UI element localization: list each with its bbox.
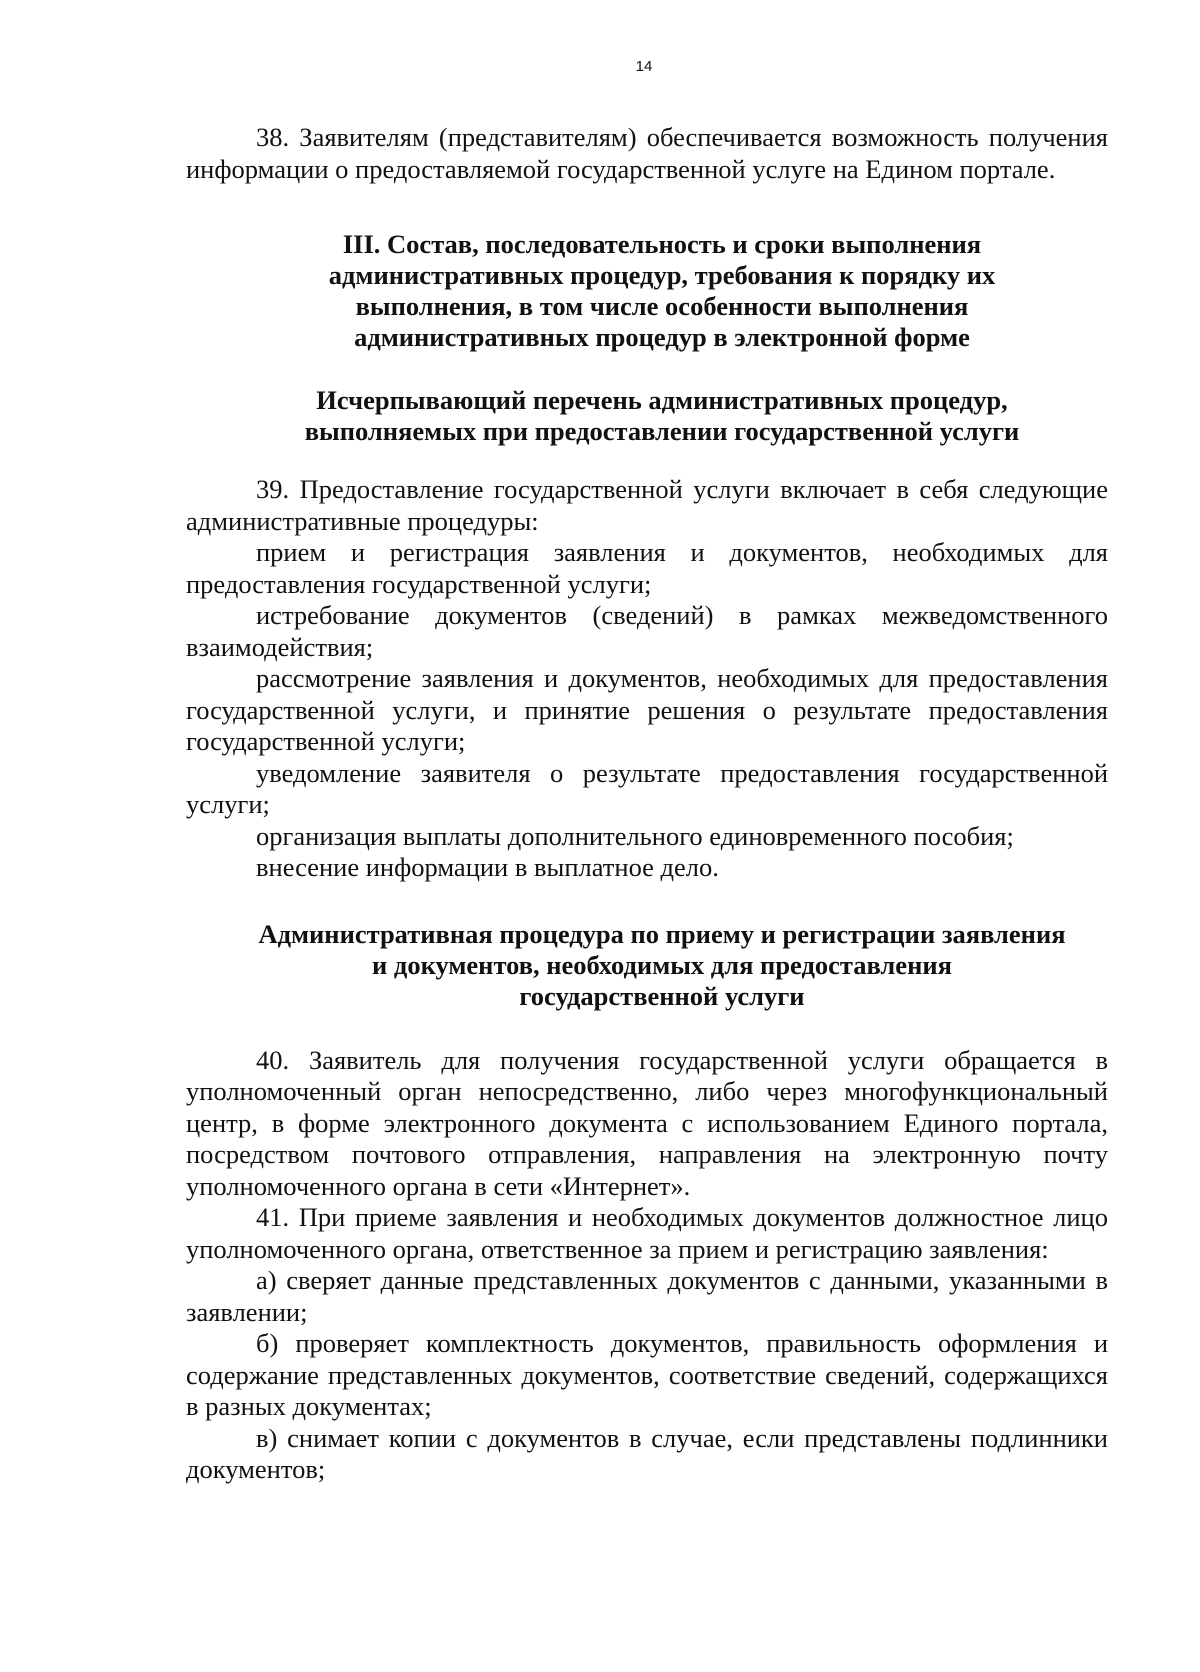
heading-line: выполнения, в том числе особенности выполнения bbox=[355, 291, 969, 321]
paragraph-41-b: б) проверяет комплектность документов, правильность оформления и содержание представленных документов, соответствие сведений, содержащихся в разных документах; bbox=[186, 1328, 1108, 1421]
procedure-item: внесение информации в выплатное дело. bbox=[256, 852, 719, 882]
procedures-list-heading bbox=[186, 385, 1108, 447]
heading-line: и документов, необходимых для предоставления bbox=[372, 949, 952, 980]
paragraph-41-a: а) сверяет данные представленных документов с данными, указанными в заявлении; bbox=[186, 1265, 1108, 1327]
heading-line: административных процедур в электронной форме bbox=[354, 322, 970, 352]
heading-line: административных процедур, требования к порядку их bbox=[328, 260, 996, 290]
procedure-item: прием и регистрация заявления и документов, необходимых для предоставления государственной услуги; bbox=[186, 537, 1108, 599]
paragraph-38: 38. Заявителям (представителям) обеспечивается возможность получения информации о предоставляемой государственной услуге на Едином портале. bbox=[186, 122, 1108, 184]
reception-procedure-heading bbox=[186, 919, 1108, 1012]
section-3-heading bbox=[186, 229, 1108, 353]
procedure-item: истребование документов (сведений) в рамках межведомственного взаимодействия; bbox=[186, 600, 1108, 662]
procedure-item: рассмотрение заявления и документов, необходимых для предоставления государственной услуги, и принятие решения о результате предоставления государственной услуги; bbox=[186, 663, 1108, 756]
paragraph-39: 39. Предоставление государственной услуги включает в себя следующие административные процедуры: bbox=[186, 474, 1108, 536]
procedure-item: организация выплаты дополнительного единовременного пособия; bbox=[256, 820, 1014, 851]
paragraph-41-v: в) снимает копии с документов в случае, если представлены подлинники документов; bbox=[186, 1422, 1108, 1484]
heading-line: выполняемых при предоставлении государственной услуги bbox=[304, 416, 1020, 446]
heading-line: государственной услуги bbox=[519, 980, 805, 1011]
heading-line: III. Состав, последовательность и сроки выполнения bbox=[342, 229, 982, 259]
procedure-item: уведомление заявителя о результате предоставления государственной услуги; bbox=[186, 757, 1108, 819]
page-number: 14 bbox=[635, 58, 653, 75]
document-body bbox=[186, 122, 1108, 1486]
heading-line: Исчерпывающий перечень административных процедур, bbox=[316, 385, 1008, 415]
paragraph-41: 41. При приеме заявления и необходимых документов должностное лицо уполномоченного органа, ответственное за прием и регистрацию заявления: bbox=[186, 1202, 1108, 1264]
heading-line: Административная процедура по приему и регистрации заявления bbox=[258, 918, 1066, 949]
paragraph-40: 40. Заявитель для получения государственной услуги обращается в уполномоченный орган непосредственно, либо через многофункциональный центр, в форме электронного документа с использованием Единого портала, посредством почтового отправления, направления на электронную почту уполномоченного органа в сети «Интернет». bbox=[186, 1044, 1108, 1201]
